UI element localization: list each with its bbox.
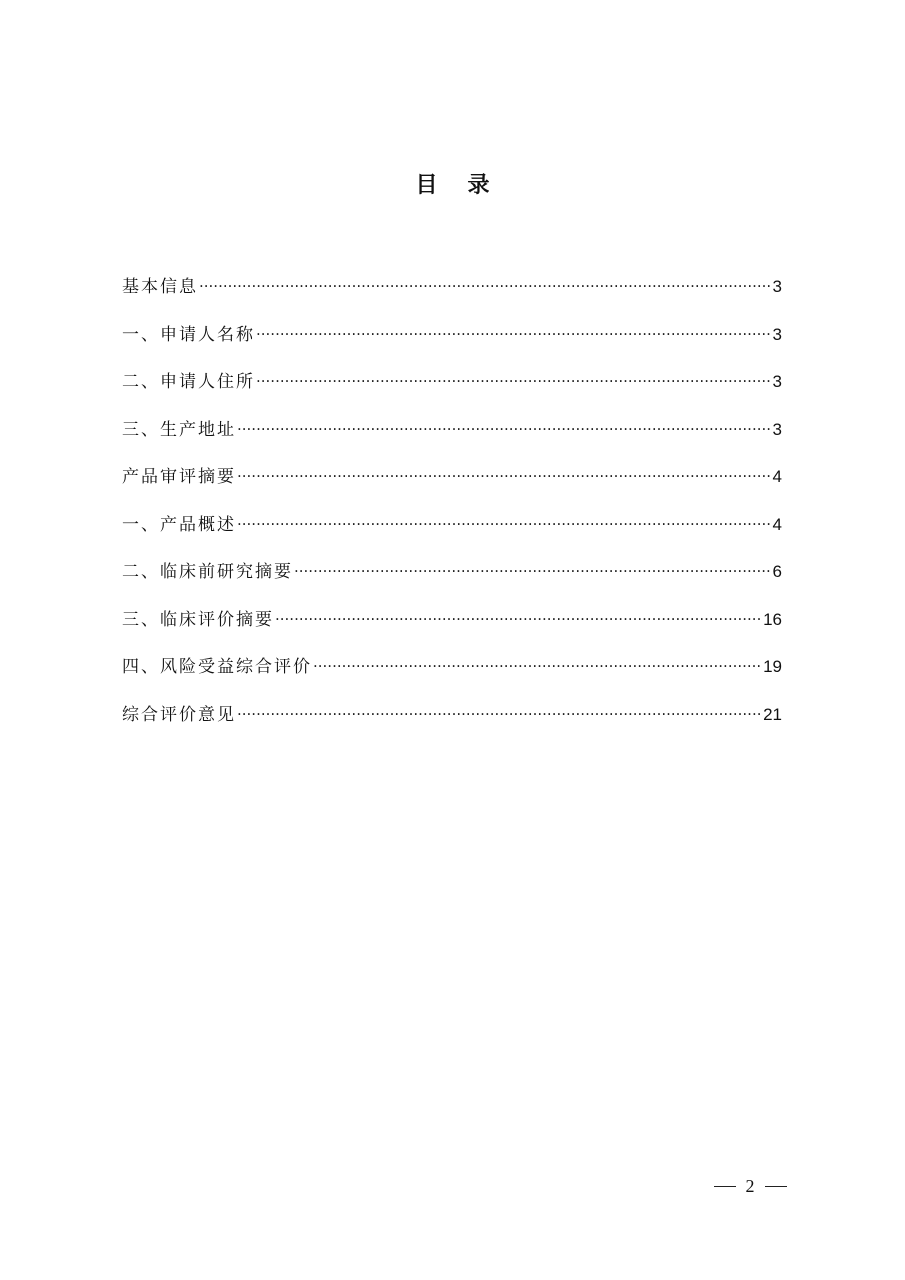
toc-entry-page: 4 [772, 514, 782, 534]
toc-leader-dots [237, 500, 772, 530]
toc-entry[interactable] [122, 500, 782, 548]
toc-leader-dots [237, 452, 772, 482]
toc-entry-label: 综合评价意见 [122, 704, 236, 725]
toc-leader-dots [275, 595, 762, 625]
toc-entry[interactable] [122, 547, 782, 595]
toc-entry[interactable] [122, 357, 782, 405]
page-number: 2 [745, 1175, 755, 1196]
toc-entry-page: 6 [772, 562, 782, 581]
table-of-contents [122, 262, 782, 737]
toc-entry-label: 一、产品概述 [122, 514, 236, 535]
page-number-footer [700, 1173, 800, 1199]
toc-leader-dots [256, 310, 772, 340]
toc-leader-dots [294, 547, 772, 577]
toc-entry[interactable] [122, 595, 782, 643]
toc-leader-dots [256, 357, 772, 387]
toc-entry-page: 21 [763, 704, 782, 724]
page-number-dash-left [714, 1186, 736, 1187]
toc-entry[interactable] [122, 262, 782, 310]
toc-entry[interactable] [122, 690, 782, 738]
toc-entry-label: 三、生产地址 [122, 419, 236, 440]
toc-entry-page: 3 [772, 419, 782, 439]
toc-title-char-2: 录 [467, 172, 490, 198]
toc-entry[interactable] [122, 405, 782, 453]
toc-entry[interactable] [122, 642, 782, 690]
toc-entry-page: 3 [772, 277, 782, 296]
toc-entry-label: 二、申请人住所 [122, 372, 255, 392]
toc-leader-dots [237, 405, 772, 435]
toc-leader-dots [237, 690, 762, 720]
toc-entry-page: 3 [772, 372, 782, 391]
page-number-dash-right [765, 1186, 787, 1187]
toc-leader-dots [199, 262, 772, 292]
toc-entry-page: 3 [772, 324, 782, 344]
toc-leader-dots [313, 642, 762, 672]
toc-entry-page: 16 [763, 609, 782, 629]
toc-entry-label: 二、临床前研究摘要 [122, 562, 293, 582]
toc-entry-label: 产品审评摘要 [122, 467, 236, 487]
toc-entry-page: 4 [772, 467, 782, 486]
toc-entry[interactable] [122, 452, 782, 500]
toc-entry[interactable] [122, 310, 782, 358]
toc-entry-label: 三、临床评价摘要 [122, 609, 274, 630]
toc-entry-label: 一、申请人名称 [122, 324, 255, 345]
toc-entry-label: 基本信息 [122, 277, 198, 297]
toc-entry-label: 四、风险受益综合评价 [122, 657, 312, 677]
toc-title-char-1: 目 [415, 172, 438, 198]
toc-title [0, 168, 905, 199]
toc-entry-page: 19 [763, 657, 782, 676]
